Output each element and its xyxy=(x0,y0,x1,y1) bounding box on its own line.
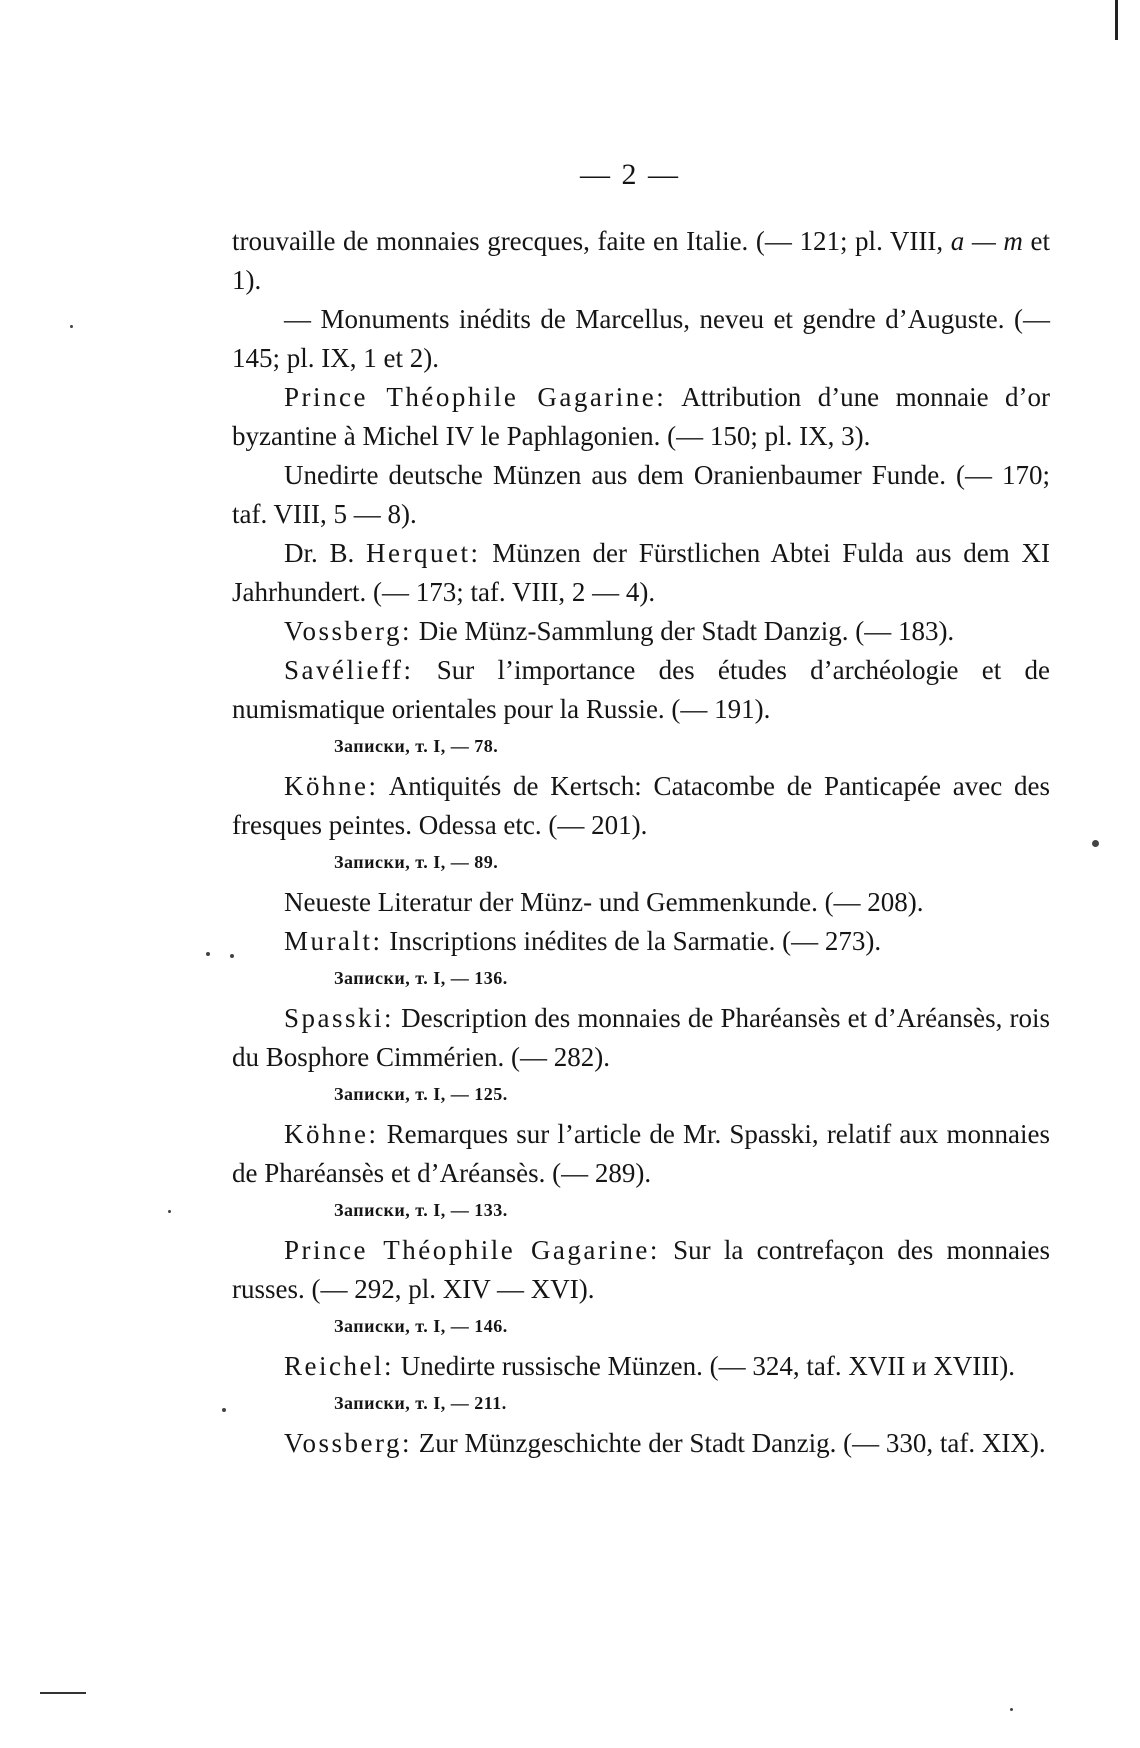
entry-10 xyxy=(232,922,1050,961)
entry-text: Sur la contrefaçon des monnaies russes. (— 292, pl. XIV — XVI). xyxy=(232,1235,1050,1304)
entry-15 xyxy=(232,1424,1050,1463)
entry-text: Unedirte deutsche Münzen aus dem Oranienbaumer Funde. (— 170; taf. VIII, 5 — 8). xyxy=(232,460,1050,529)
entry-author: Vossberg: xyxy=(284,616,413,646)
entry-text: Unedirte russische Münzen. (— 324, taf. XVII и XVIII). xyxy=(393,1351,1015,1381)
scan-mark xyxy=(40,1692,86,1694)
entry-8 xyxy=(232,767,1050,845)
entry-4 xyxy=(232,456,1050,534)
entry-text: Inscriptions inédites de la Sarmatie. (— 273). xyxy=(382,926,882,956)
scan-edge-mark xyxy=(1115,0,1118,40)
entry-12-reference: Записки, т. I, — 133. xyxy=(334,1200,508,1220)
entry-text: Die Münz-Sammlung der Stadt Danzig. (— 183). xyxy=(412,616,955,646)
entry-14 xyxy=(232,1347,1050,1386)
entry-7 xyxy=(232,651,1050,729)
scan-speck xyxy=(1010,1708,1013,1711)
scan-speck xyxy=(70,325,73,328)
entry-text: trouvaille de monnaies grecques, faite en Italie. (— 121; pl. VIII, xyxy=(232,226,951,256)
entry-text: Antiquités de Kertsch: Catacombe de Panticapée avec des fresques peintes. Odessa etc. (— 201). xyxy=(232,771,1050,840)
entry-10-reference: Записки, т. I, — 136. xyxy=(334,968,508,988)
entry-author: Köhne: xyxy=(284,1119,379,1149)
entry-text: Münzen der Fürstlichen Abtei Fulda aus dem XI Jahrhundert. (— 173; taf. VIII, 2 — 4). xyxy=(232,538,1050,607)
entry-14-reference: Записки, т. I, — 211. xyxy=(334,1393,507,1413)
entry-author: Köhne: xyxy=(284,771,379,801)
entry-2 xyxy=(232,300,1050,378)
scan-speck xyxy=(168,1210,171,1213)
entry-text: Neueste Literatur der Münz- und Gemmenkunde. (— 208). xyxy=(284,887,924,917)
entry-5 xyxy=(232,534,1050,612)
entry-text: Remarques sur l’article de Mr. Spasski, relatif aux monnaies de Pharéansès et d’Aréansès. (— 289). xyxy=(232,1119,1050,1188)
entry-13-reference: Записки, т. I, — 146. xyxy=(334,1316,508,1336)
entry-author: Spasski: xyxy=(284,1003,395,1033)
entry-author: Reichel: xyxy=(284,1351,394,1381)
entry-author: Herquet: xyxy=(366,538,481,568)
scan-speck xyxy=(230,954,234,958)
entry-author: Savélieff: xyxy=(284,655,414,685)
scan-speck xyxy=(206,952,210,956)
entry-author: Prince Théophile Gagarine: xyxy=(284,382,667,412)
entry-13 xyxy=(232,1231,1050,1309)
entry-7-reference: Записки, т. I, — 78. xyxy=(334,736,499,756)
entry-author: Muralt: xyxy=(284,926,383,956)
entry-text: — Monuments inédits de Marcellus, neveu et gendre d’Auguste. (— 145; pl. IX, 1 et 2). xyxy=(232,304,1050,373)
entry-author: Prince Théophile Gagarine: xyxy=(284,1235,660,1265)
page-number: — 2 — xyxy=(580,158,680,191)
entry-author: Vossberg: xyxy=(284,1428,413,1458)
entry-11 xyxy=(232,999,1050,1077)
entry-text: et 1). xyxy=(232,226,1050,295)
entry-author-prefix: Dr. B. xyxy=(284,538,367,568)
entry-text-italic: a — m xyxy=(950,226,1023,256)
entry-3 xyxy=(232,378,1050,456)
scan-speck xyxy=(1092,840,1099,847)
entry-1 xyxy=(232,222,1050,300)
entry-text: Zur Münzgeschichte der Stadt Danzig. (— 330, taf. XIX). xyxy=(412,1428,1046,1458)
entry-8-reference: Записки, т. I, — 89. xyxy=(334,852,499,872)
entry-text: Description des monnaies de Pharéansès et d’Aréansès, rois du Bosphore Cimmérien. (— 282). xyxy=(232,1003,1050,1072)
entry-6 xyxy=(232,612,1050,651)
scan-speck xyxy=(222,1408,226,1412)
entry-12 xyxy=(232,1115,1050,1193)
entry-text: Attribution d’une monnaie d’or byzantine à Michel IV le Paphlagonien. (— 150; pl. IX, 3). xyxy=(232,382,1051,451)
entry-text: Sur l’importance des études d’archéologie et de numismatique orientales pour la Russie. (— 191). xyxy=(232,655,1050,724)
bibliography-list xyxy=(232,222,1050,1463)
entry-9 xyxy=(232,883,1050,922)
entry-11-reference: Записки, т. I, — 125. xyxy=(334,1084,508,1104)
